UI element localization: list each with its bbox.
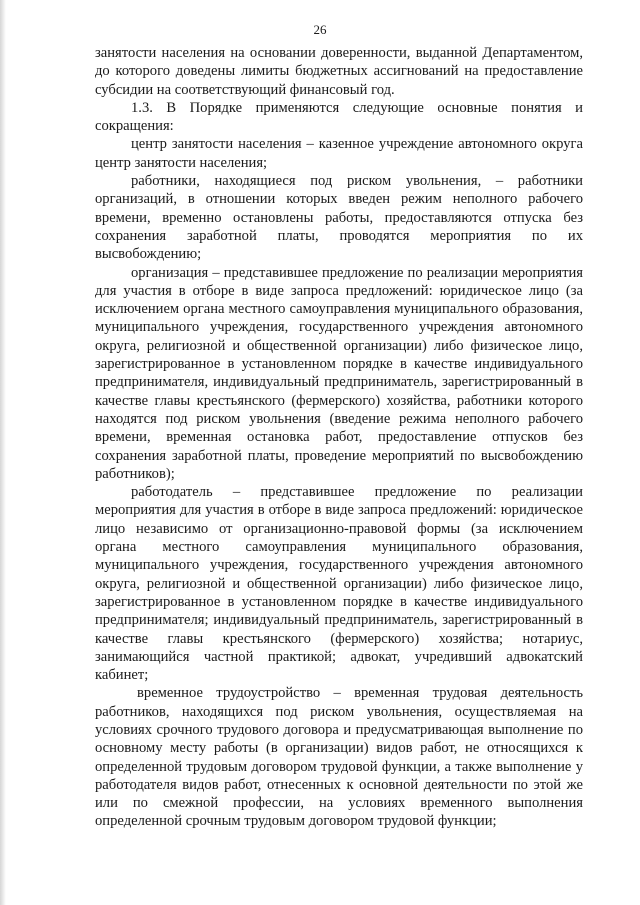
paragraph-definition-organization: организация – представившее предложение по реализации мероприятия для участия в отборе в виде запроса предложений: юридическое лицо (за исключением органа местного самоуправления муниципального образования, муниципального учреждения, государственного учреждения автономного округа, религиозной и общественной организации) либо физическое лицо, зарегистрированное в установленном порядке в качестве индивидуального предпринимателя, индивидуальный предприниматель, зарегистрированный в качестве главы крестьянского (фермерского) хозяйства, работники которого находятся под риском увольнения (введение режима неполного рабочего времени, временная остановка работ, предоставление отпусков без сохранения заработной платы, проведение мероприятий по высвобождению работников); [95, 264, 583, 482]
paragraph-continuation: занятости населения на основании доверенности, выданной Департаментом, до которого доведены лимиты бюджетных ассигнований на предоставление субсидии на соответствующий финансовый год. [95, 45, 583, 98]
paragraph-definition-employer: работодатель – представившее предложение по реализации мероприятия для участия в отборе в виде запроса предложений: юридическое лицо независимо от организационно-правовой формы (за исключением органа местного самоуправления муниципального образования, муниципального учреждения, государственного учреждения автономного округа, религиозной и общественной организации) либо физическое лицо, зарегистрированное в установленном порядке в качестве индивидуального предпринимателя; индивидуальный предприниматель, зарегистрированный в качестве главы крестьянского (фермерского) хозяйства; нотариус, занимающийся частной практикой; адвокат, учредивший адвокатский кабинет; [95, 484, 583, 684]
paragraph-definition-workers-at-risk: работники, находящиеся под риском увольнения, – работники организаций, в отношении которых введен режим неполного рабочего времени, временно остановлены работы, предоставляются отпуска без сохранения заработной платы, проводятся мероприятия по их высвобождению; [95, 173, 583, 263]
page-number: 26 [313, 22, 327, 37]
paragraph-section-1-3: 1.3. В Порядке применяются следующие основные понятия и сокращения: [95, 99, 583, 135]
paragraph-definition-temporary-employment: временное трудоустройство – временная трудовая деятельность работников, находящихся под риском увольнения, осуществляемая на условиях срочного трудового договора и предусматривающая выполнение по основному месту работы (в организации) видов работ, не относящихся к определенной трудовым договором трудовой функции, а также выполнение у работодателя видов работ, отнесенных к основной деятельности по этой же или по смежной профессии, на условиях временного выполнения определенной срочным трудовым договором трудовой функции; [95, 685, 583, 830]
paragraph-definition-employment-center: центр занятости населения – казенное учреждение автономного округа центр занятости населения; [95, 136, 583, 171]
document-body [95, 44, 583, 831]
scan-edge [0, 0, 6, 905]
